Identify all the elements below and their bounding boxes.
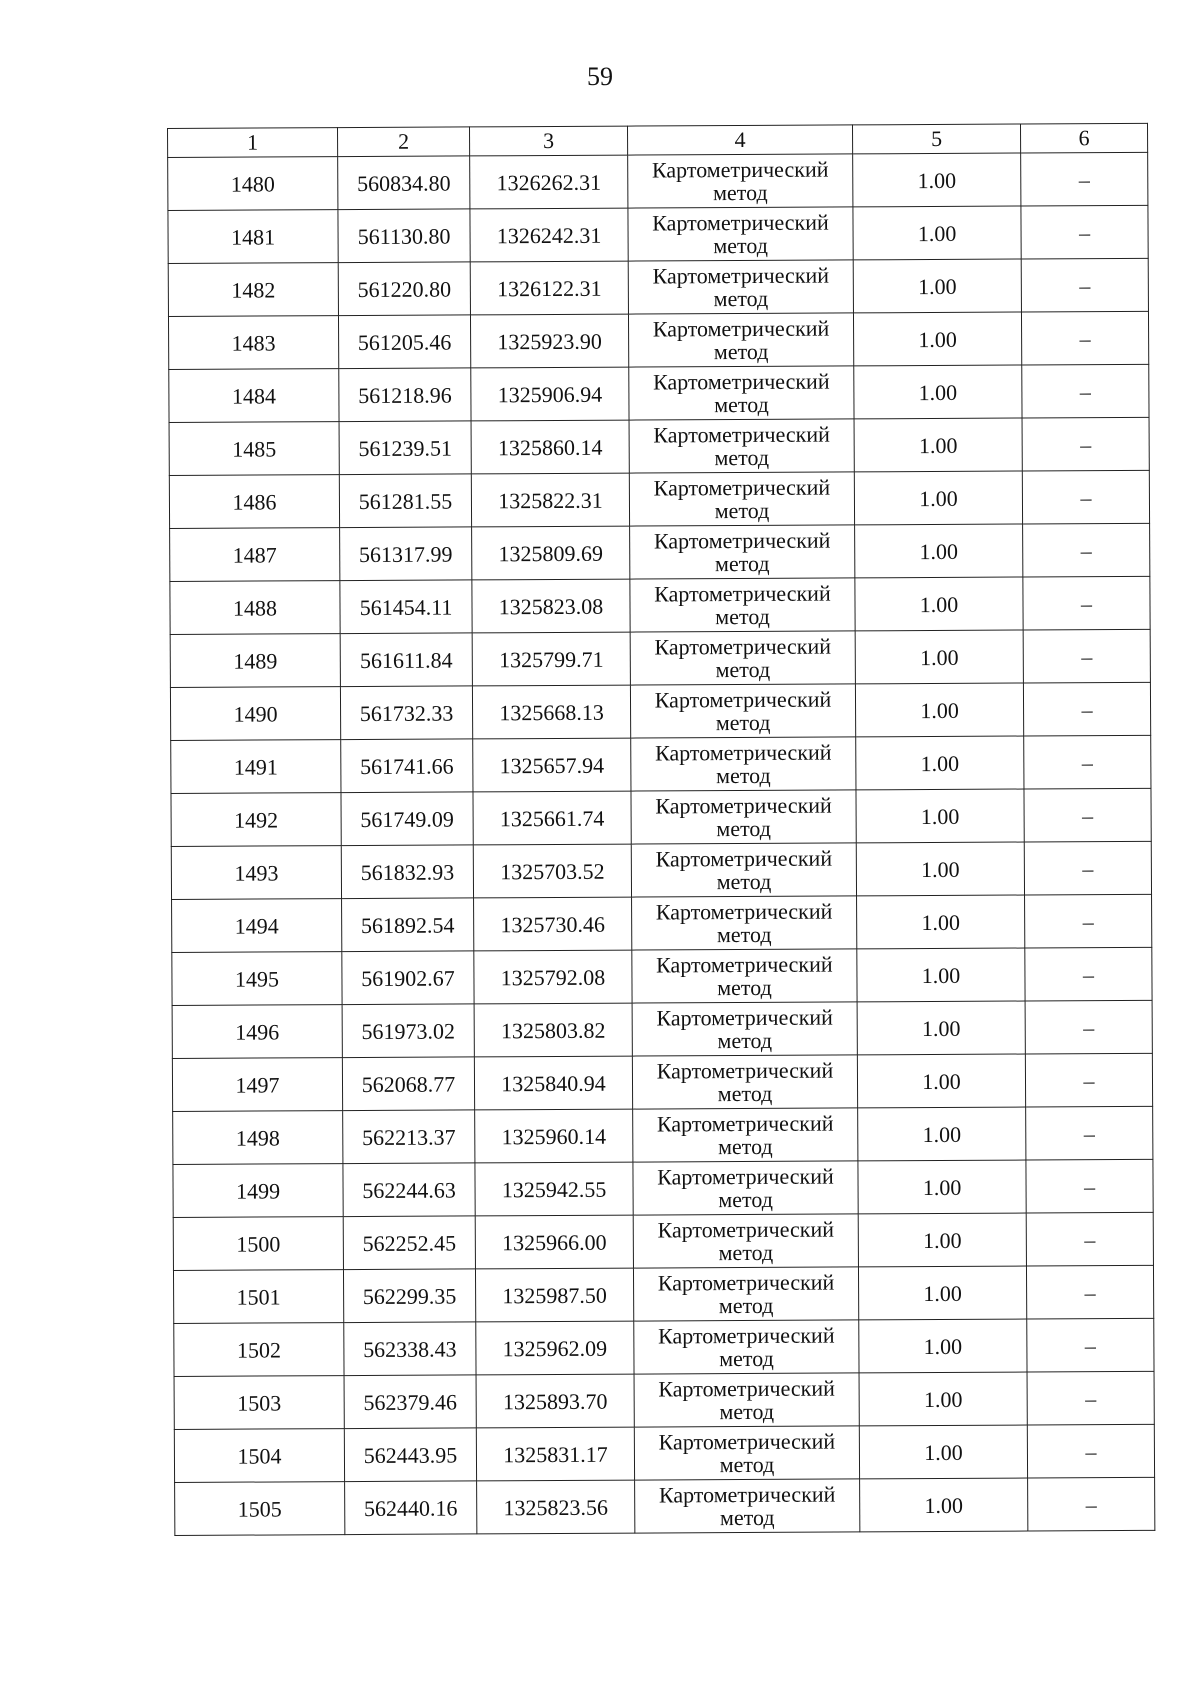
- y-coordinate-cell: 1325657.94: [473, 738, 631, 792]
- method-line-2: метод: [715, 603, 770, 630]
- table-row: [174, 1318, 1154, 1376]
- y-coordinate-cell: 1326262.31: [470, 155, 628, 209]
- x-coordinate-cell: 562379.46: [344, 1375, 476, 1429]
- table-row: [168, 311, 1148, 369]
- point-number-cell: 1499: [173, 1164, 343, 1218]
- point-number-cell: 1503: [174, 1376, 344, 1430]
- table-row: [169, 470, 1149, 528]
- method-cell: [631, 790, 856, 844]
- y-coordinate-cell: 1325840.94: [474, 1056, 632, 1110]
- point-number-cell: 1486: [169, 475, 339, 529]
- description-cell: –: [1026, 1265, 1153, 1319]
- description-cell: –: [1023, 629, 1150, 683]
- y-coordinate-cell: 1325962.09: [476, 1321, 634, 1375]
- y-coordinate-cell: 1325987.50: [475, 1268, 633, 1322]
- method-line-1: Картометрический: [658, 1322, 835, 1349]
- point-number-cell: 1481: [168, 210, 338, 264]
- method-line-1: Картометрический: [657, 1216, 835, 1243]
- table-row: [168, 205, 1148, 263]
- accuracy-cell: 1.00: [858, 1107, 1026, 1161]
- x-coordinate-cell: 562244.63: [343, 1163, 475, 1217]
- description-cell: –: [1024, 788, 1151, 842]
- y-coordinate-cell: 1325668.13: [472, 685, 630, 739]
- point-number-cell: 1485: [169, 422, 339, 476]
- point-number-cell: 1487: [170, 528, 340, 582]
- table-row: [172, 1000, 1152, 1058]
- method-line-1: Картометрический: [654, 739, 832, 766]
- table-row: [173, 1106, 1153, 1164]
- x-coordinate-cell: 562213.37: [343, 1110, 475, 1164]
- column-header: 2: [338, 127, 470, 157]
- method-cell: [630, 684, 855, 738]
- point-number-cell: 1489: [170, 634, 340, 688]
- method-line-2: метод: [718, 1239, 774, 1266]
- accuracy-cell: 1.00: [859, 1425, 1027, 1479]
- point-number-cell: 1502: [174, 1323, 344, 1377]
- x-coordinate-cell: 561741.66: [341, 739, 473, 793]
- y-coordinate-cell: 1325661.74: [473, 791, 631, 845]
- method-line-1: Картометрический: [657, 1269, 835, 1296]
- description-cell: –: [1025, 1053, 1152, 1107]
- method-cell: [629, 419, 854, 473]
- x-coordinate-cell: 561732.33: [340, 686, 472, 740]
- accuracy-cell: 1.00: [857, 948, 1025, 1002]
- method-line-1: Картометрический: [655, 792, 832, 819]
- y-coordinate-cell: 1325906.94: [471, 367, 629, 421]
- table-row: [170, 576, 1150, 634]
- x-coordinate-cell: 561220.80: [338, 262, 470, 316]
- x-coordinate-cell: 561281.55: [339, 474, 471, 528]
- point-number-cell: 1483: [168, 316, 338, 370]
- description-cell: –: [1021, 205, 1148, 259]
- accuracy-cell: 1.00: [855, 683, 1023, 737]
- x-coordinate-cell: 562068.77: [342, 1057, 474, 1111]
- column-header: 4: [627, 125, 852, 155]
- method-cell: [632, 896, 857, 950]
- method-cell: [628, 207, 853, 261]
- column-header: 1: [168, 128, 338, 158]
- description-cell: –: [1022, 364, 1149, 418]
- method-line-1: Картометрический: [656, 1057, 834, 1084]
- method-line-1: Картометрический: [658, 1481, 836, 1508]
- point-number-cell: 1490: [170, 687, 340, 741]
- method-line-2: метод: [714, 497, 770, 524]
- method-line-1: Картометрический: [653, 527, 831, 554]
- accuracy-cell: 1.00: [853, 206, 1021, 260]
- method-cell: [632, 949, 857, 1003]
- point-number-cell: 1504: [174, 1429, 344, 1483]
- description-cell: –: [1025, 894, 1152, 948]
- method-line-1: Картометрический: [652, 315, 830, 342]
- method-line-1: Картометрический: [653, 421, 830, 448]
- description-cell: –: [1024, 735, 1151, 789]
- method-cell: [630, 631, 855, 685]
- point-number-cell: 1493: [171, 846, 341, 900]
- table-row: [169, 417, 1149, 475]
- method-line-1: Картометрический: [657, 1163, 834, 1190]
- table-row: [174, 1371, 1154, 1429]
- point-number-cell: 1484: [169, 369, 339, 423]
- method-line-2: метод: [712, 179, 768, 206]
- x-coordinate-cell: 562443.95: [344, 1428, 476, 1482]
- description-cell: –: [1026, 1212, 1153, 1266]
- x-coordinate-cell: 561973.02: [342, 1004, 474, 1058]
- accuracy-cell: 1.00: [857, 1001, 1025, 1055]
- method-cell: [631, 843, 856, 897]
- method-line-1: Картометрический: [654, 633, 832, 660]
- description-cell: –: [1021, 152, 1148, 206]
- method-line-1: Картометрический: [653, 474, 831, 501]
- method-cell: [628, 260, 853, 314]
- description-cell: –: [1023, 682, 1150, 736]
- accuracy-cell: 1.00: [854, 365, 1022, 419]
- method-line-1: Картометрический: [656, 1004, 833, 1031]
- method-line-2: метод: [716, 921, 772, 948]
- table-row: [174, 1424, 1154, 1482]
- method-line-1: Картометрический: [655, 898, 833, 925]
- point-number-cell: 1500: [173, 1217, 343, 1271]
- method-line-1: Картометрический: [658, 1375, 835, 1402]
- description-cell: –: [1025, 1000, 1152, 1054]
- description-cell: –: [1027, 1371, 1154, 1425]
- description-cell: –: [1021, 311, 1148, 365]
- accuracy-cell: 1.00: [853, 259, 1021, 313]
- description-cell: –: [1026, 1106, 1153, 1160]
- method-cell: [632, 1055, 857, 1109]
- description-cell: –: [1028, 1477, 1155, 1531]
- accuracy-cell: 1.00: [855, 524, 1023, 578]
- method-line-2: метод: [714, 391, 769, 418]
- x-coordinate-cell: 561902.67: [342, 951, 474, 1005]
- y-coordinate-cell: 1325942.55: [475, 1162, 633, 1216]
- method-line-2: метод: [718, 1292, 774, 1319]
- point-number-cell: 1488: [170, 581, 340, 635]
- method-line-2: метод: [717, 1027, 773, 1054]
- description-cell: –: [1027, 1424, 1154, 1478]
- method-line-1: Картометрический: [651, 156, 829, 183]
- point-number-cell: 1496: [172, 1005, 342, 1059]
- method-line-1: Картометрический: [658, 1428, 836, 1455]
- method-cell: [630, 525, 855, 579]
- coordinates-table: [167, 123, 1155, 1536]
- method-line-2: метод: [719, 1398, 775, 1425]
- method-line-1: Картометрический: [654, 580, 831, 607]
- description-cell: –: [1023, 576, 1150, 630]
- y-coordinate-cell: 1325860.14: [471, 420, 629, 474]
- x-coordinate-cell: 562338.43: [344, 1322, 476, 1376]
- table-row: [175, 1477, 1155, 1535]
- y-coordinate-cell: 1325822.31: [471, 473, 629, 527]
- method-cell: [634, 1426, 859, 1480]
- method-line-2: метод: [716, 762, 771, 789]
- accuracy-cell: 1.00: [856, 736, 1024, 790]
- accuracy-cell: 1.00: [855, 577, 1023, 631]
- method-line-1: Картометрический: [656, 1110, 834, 1137]
- y-coordinate-cell: 1326122.31: [470, 261, 628, 315]
- method-cell: [631, 737, 856, 791]
- method-line-1: Картометрический: [653, 368, 830, 395]
- point-number-cell: 1492: [171, 793, 341, 847]
- x-coordinate-cell: 561832.93: [341, 845, 473, 899]
- point-number-cell: 1495: [172, 952, 342, 1006]
- method-line-2: метод: [718, 1186, 773, 1213]
- x-coordinate-cell: 561239.51: [339, 421, 471, 475]
- method-line-1: Картометрический: [654, 686, 832, 713]
- method-line-1: Картометрический: [652, 209, 829, 236]
- method-cell: [634, 1373, 859, 1427]
- accuracy-cell: 1.00: [858, 1213, 1026, 1267]
- method-cell: [630, 578, 855, 632]
- column-header: 5: [852, 124, 1020, 154]
- table-row: [168, 152, 1148, 210]
- method-cell: [633, 1108, 858, 1162]
- y-coordinate-cell: 1325893.70: [476, 1374, 634, 1428]
- y-coordinate-cell: 1326242.31: [470, 208, 628, 262]
- accuracy-cell: 1.00: [854, 418, 1022, 472]
- x-coordinate-cell: 561749.09: [341, 792, 473, 846]
- y-coordinate-cell: 1325809.69: [472, 526, 630, 580]
- accuracy-cell: 1.00: [857, 895, 1025, 949]
- table-row: [170, 629, 1150, 687]
- point-number-cell: 1494: [172, 899, 342, 953]
- method-line-2: метод: [715, 709, 771, 736]
- method-line-2: метод: [717, 1133, 773, 1160]
- x-coordinate-cell: 562252.45: [343, 1216, 475, 1270]
- method-cell: [634, 1320, 859, 1374]
- y-coordinate-cell: 1325799.71: [472, 632, 630, 686]
- table-row: [170, 523, 1150, 581]
- table-row: [173, 1159, 1153, 1217]
- description-cell: –: [1022, 470, 1149, 524]
- x-coordinate-cell: 561892.54: [342, 898, 474, 952]
- method-cell: [629, 472, 854, 526]
- method-line-2: метод: [716, 868, 772, 895]
- method-cell: [635, 1479, 860, 1533]
- method-cell: [628, 313, 853, 367]
- table-row: [171, 735, 1151, 793]
- table-row: [172, 894, 1152, 952]
- method-line-2: метод: [714, 550, 770, 577]
- point-number-cell: 1498: [173, 1111, 343, 1165]
- method-cell: [629, 366, 854, 420]
- method-cell: [632, 1002, 857, 1056]
- accuracy-cell: 1.00: [853, 312, 1021, 366]
- method-cell: [633, 1161, 858, 1215]
- y-coordinate-cell: 1325823.08: [472, 579, 630, 633]
- x-coordinate-cell: 561205.46: [338, 315, 470, 369]
- table-row: [169, 364, 1149, 422]
- description-cell: –: [1025, 947, 1152, 1001]
- x-coordinate-cell: 560834.80: [338, 156, 470, 210]
- column-header: 6: [1020, 123, 1147, 153]
- method-cell: [633, 1214, 858, 1268]
- method-line-2: метод: [713, 338, 769, 365]
- accuracy-cell: 1.00: [859, 1372, 1027, 1426]
- point-number-cell: 1480: [168, 157, 338, 211]
- y-coordinate-cell: 1325730.46: [474, 897, 632, 951]
- y-coordinate-cell: 1325966.00: [475, 1215, 633, 1269]
- table-row: [168, 258, 1148, 316]
- accuracy-cell: 1.00: [854, 471, 1022, 525]
- accuracy-cell: 1.00: [856, 789, 1024, 843]
- method-cell: [633, 1267, 858, 1321]
- accuracy-cell: 1.00: [857, 1054, 1025, 1108]
- method-line-1: Картометрический: [652, 262, 830, 289]
- table-row: [173, 1212, 1153, 1270]
- point-number-cell: 1482: [168, 263, 338, 317]
- point-number-cell: 1497: [172, 1058, 342, 1112]
- table-row: [171, 841, 1151, 899]
- x-coordinate-cell: 561317.99: [340, 527, 472, 581]
- method-line-2: метод: [717, 974, 772, 1001]
- y-coordinate-cell: 1325831.17: [476, 1427, 634, 1481]
- y-coordinate-cell: 1325923.90: [470, 314, 628, 368]
- x-coordinate-cell: 561454.11: [340, 580, 472, 634]
- y-coordinate-cell: 1325792.08: [474, 950, 632, 1004]
- table-body: [168, 152, 1155, 1535]
- table-row: [172, 947, 1152, 1005]
- y-coordinate-cell: 1325823.56: [477, 1480, 635, 1534]
- y-coordinate-cell: 1325703.52: [473, 844, 631, 898]
- accuracy-cell: 1.00: [859, 1319, 1027, 1373]
- x-coordinate-cell: 562440.16: [345, 1481, 477, 1535]
- table-row: [173, 1265, 1153, 1323]
- description-cell: –: [1021, 258, 1148, 312]
- point-number-cell: 1501: [173, 1270, 343, 1324]
- method-line-1: Картометрический: [656, 951, 833, 978]
- table-row: [170, 682, 1150, 740]
- accuracy-cell: 1.00: [858, 1160, 1026, 1214]
- x-coordinate-cell: 561218.96: [339, 368, 471, 422]
- method-line-2: метод: [719, 1345, 774, 1372]
- accuracy-cell: 1.00: [855, 630, 1023, 684]
- accuracy-cell: 1.00: [856, 842, 1024, 896]
- x-coordinate-cell: 561611.84: [340, 633, 472, 687]
- method-line-2: метод: [716, 815, 772, 842]
- accuracy-cell: 1.00: [860, 1478, 1028, 1532]
- method-line-1: Картометрический: [655, 845, 833, 872]
- point-number-cell: 1505: [175, 1482, 345, 1536]
- page-number: 59: [587, 62, 613, 91]
- method-cell: [628, 154, 853, 208]
- y-coordinate-cell: 1325960.14: [475, 1109, 633, 1163]
- description-cell: –: [1023, 523, 1150, 577]
- method-line-2: метод: [714, 444, 770, 471]
- y-coordinate-cell: 1325803.82: [474, 1003, 632, 1057]
- method-line-2: метод: [715, 656, 771, 683]
- description-cell: –: [1026, 1159, 1153, 1213]
- description-cell: –: [1024, 841, 1151, 895]
- method-line-2: метод: [717, 1080, 773, 1107]
- table-row: [172, 1053, 1152, 1111]
- point-number-cell: 1491: [171, 740, 341, 794]
- x-coordinate-cell: 561130.80: [338, 209, 470, 263]
- method-line-2: метод: [713, 285, 769, 312]
- description-cell: –: [1027, 1318, 1154, 1372]
- x-coordinate-cell: 562299.35: [343, 1269, 475, 1323]
- method-line-2: метод: [713, 232, 768, 259]
- table-row: [171, 788, 1151, 846]
- accuracy-cell: 1.00: [858, 1266, 1026, 1320]
- description-cell: –: [1022, 417, 1149, 471]
- column-header: 3: [469, 126, 627, 156]
- method-line-2: метод: [719, 1451, 775, 1478]
- method-line-2: метод: [719, 1504, 775, 1531]
- accuracy-cell: 1.00: [853, 153, 1021, 207]
